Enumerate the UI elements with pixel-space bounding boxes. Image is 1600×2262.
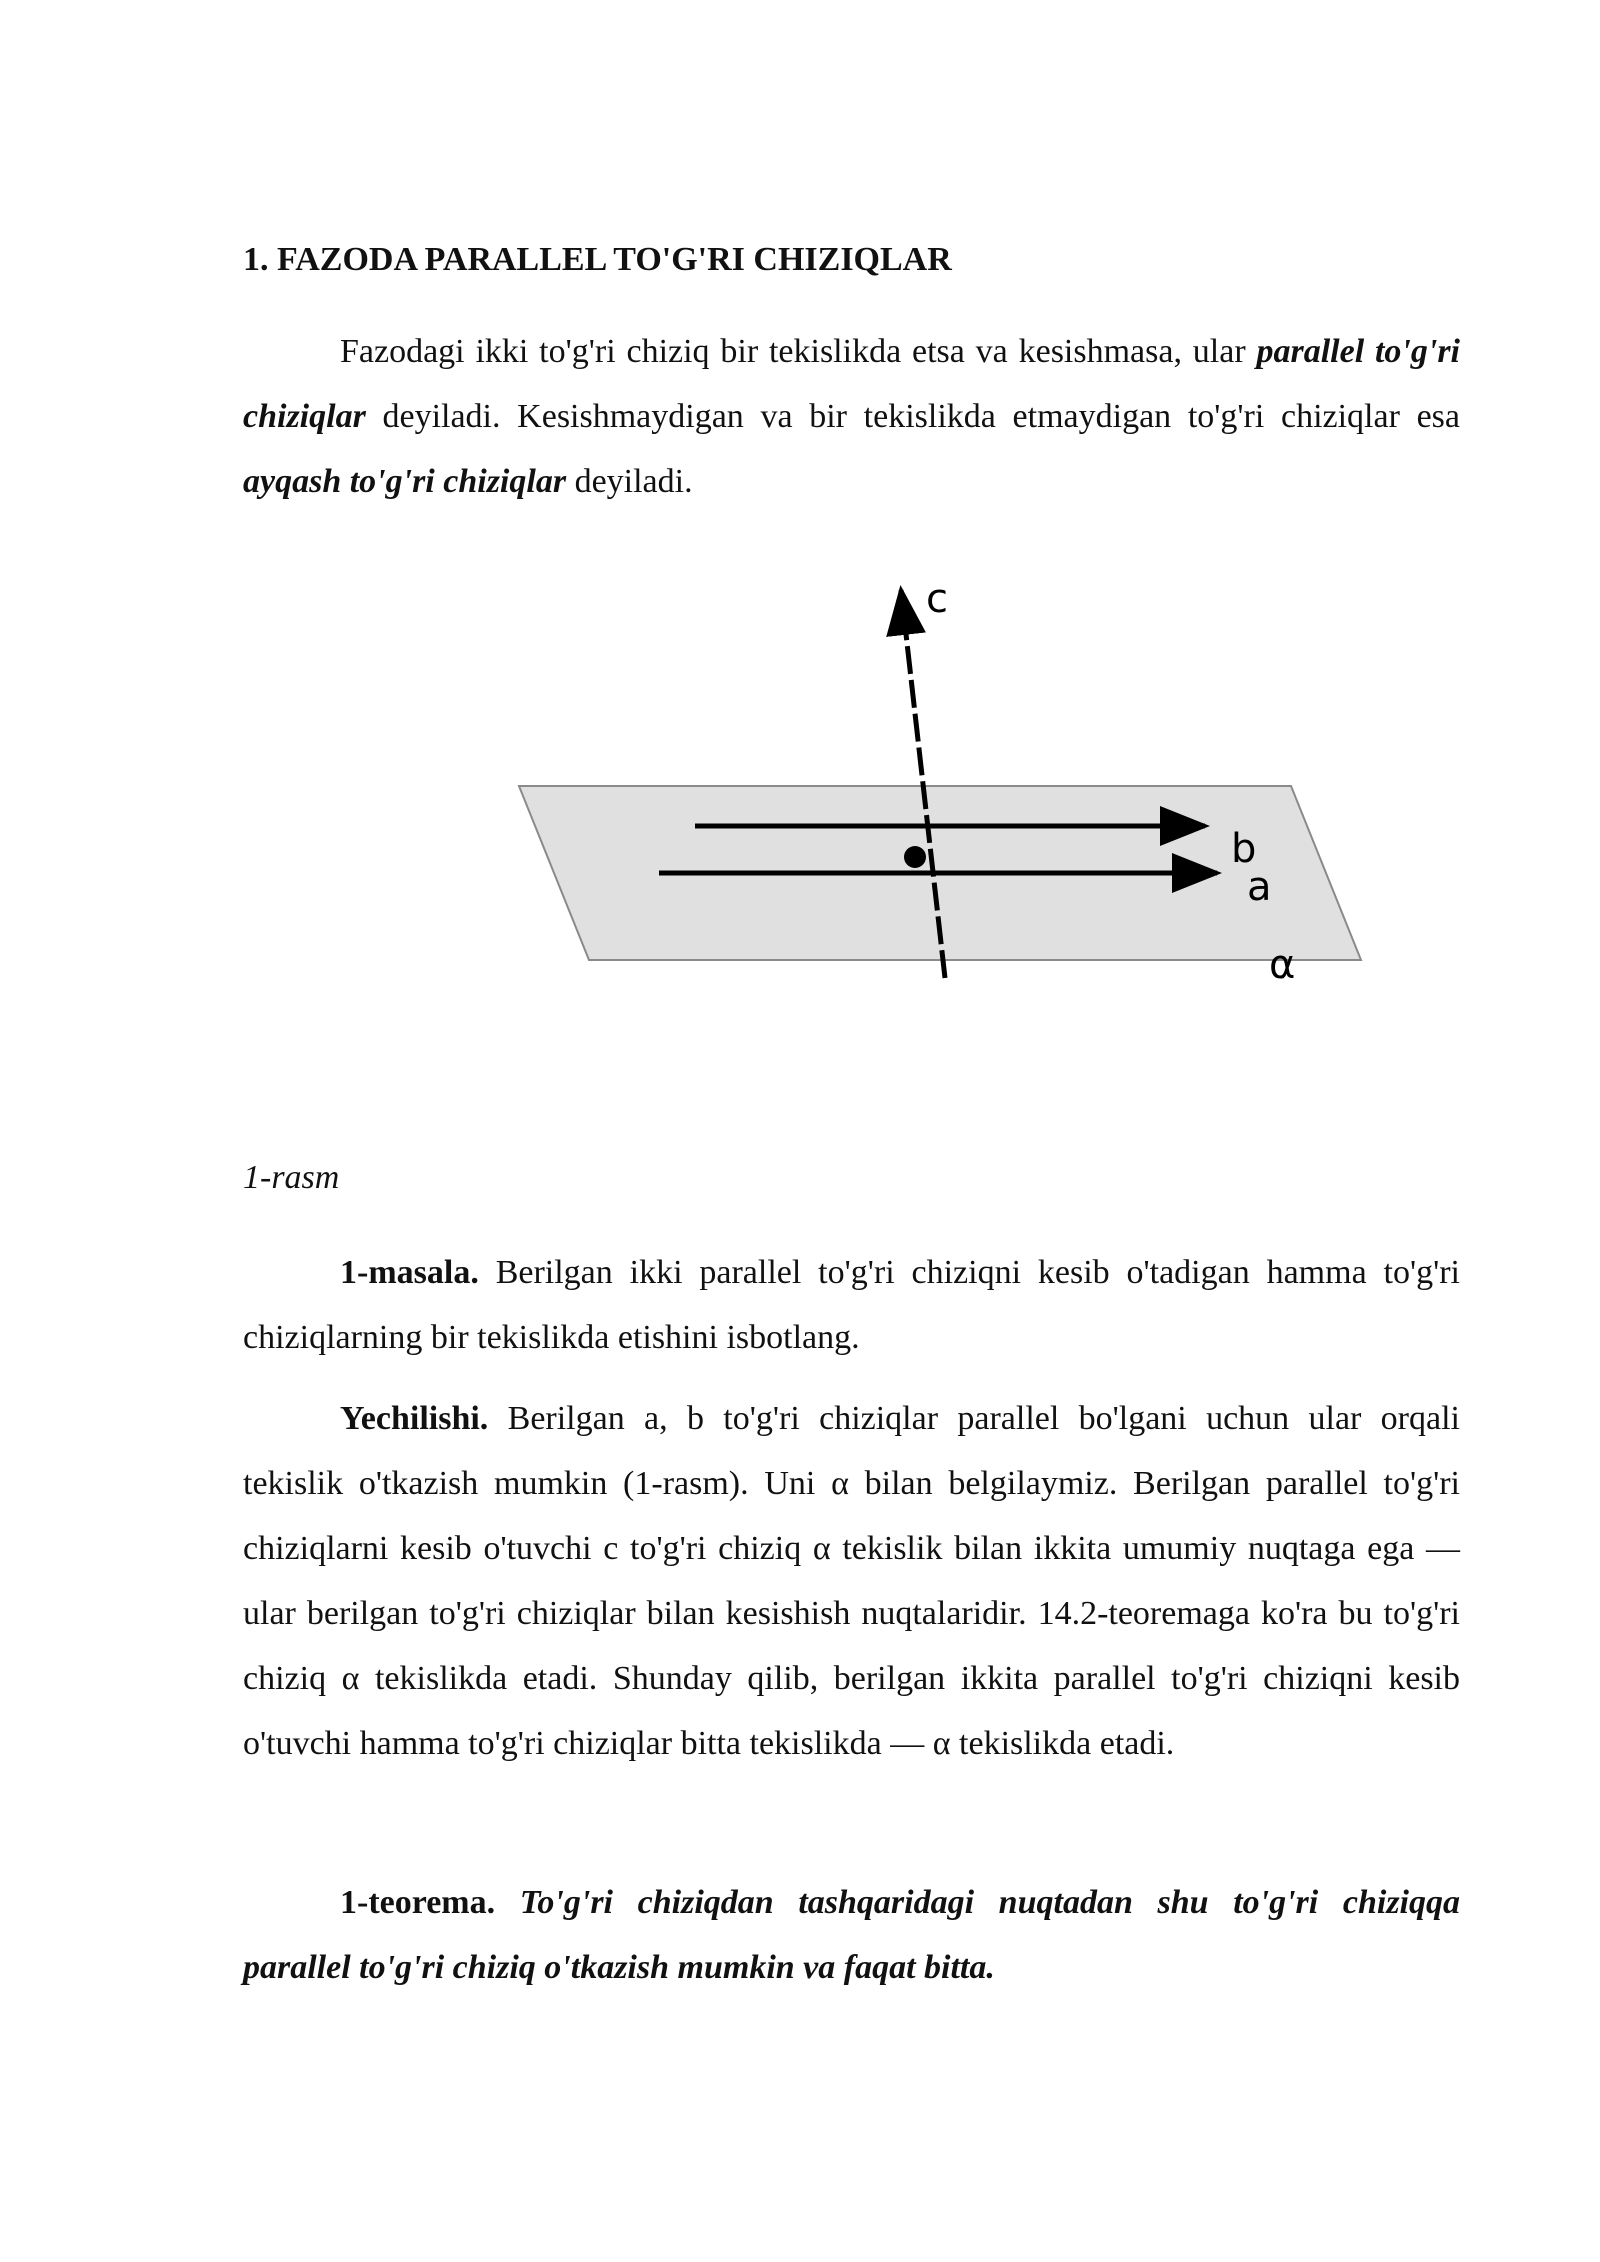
figure-caption: 1-rasm	[243, 1159, 340, 1196]
definition-text-3: deyiladi.	[566, 463, 693, 500]
intersection-point	[904, 846, 926, 868]
definition-text-1: Fazodagi ikki to'g'ri chiziq bir tekislikda etsa va kesishmasa, ular	[340, 333, 1257, 370]
theorem-text: To'g'ri chiziqdan tashqaridagi nuqtadan shu to'g'ri chiziqqa parallel to'g'ri chiziq o'tkazish mumkin va faqat bitta.	[243, 1884, 1460, 1986]
theorem-label: 1-teorema.	[340, 1884, 496, 1921]
definition-text-2: deyiladi. Kesishmaydigan va bir tekislikda etmaydigan to'g'ri chiziqlar esa	[365, 398, 1460, 435]
problem-label: 1-masala.	[340, 1254, 479, 1291]
solution-label: Yechilishi.	[340, 1400, 489, 1437]
theorem-paragraph	[243, 1870, 1460, 2000]
definition-paragraph	[243, 319, 1460, 514]
solution-paragraph	[243, 1386, 1460, 1776]
figure-plane-lines	[515, 560, 1375, 1000]
label-a: a	[1247, 864, 1272, 910]
label-alpha: α	[1269, 942, 1296, 988]
problem-paragraph	[243, 1240, 1460, 1370]
figure-diagram	[515, 560, 1375, 1000]
term-parallel-lines: parallel to'g'ri chiziqlar	[243, 333, 1460, 435]
solution-text: Berilgan a, b to'g'ri chiziqlar parallel bo'lgani uchun ular orqali tekislik o'tkazish mumkin (1-rasm). Uni α bilan belgilaymiz. Berilgan parallel to'g'ri chiziqlarni kesib o'tuvchi c to'g'ri chiziq α tekislik bilan ikkita umumiy nuqtaga ega — ular berilgan to'g'ri chiziqlar bilan kesishish nuqtalaridir. 14.2-teoremaga ko'ra bu to'g'ri chiziq α tekislikda etadi. Shunday qilib, berilgan ikkita parallel to'g'ri chiziqni kesib o'tuvchi hamma to'g'ri chiziqlar bitta tekislikda — α tekislikda etadi.	[243, 1400, 1460, 1762]
term-skew-lines: ayqash to'g'ri chiziqlar	[243, 463, 567, 500]
problem-text: Berilgan ikki parallel to'g'ri chiziqni kesib o'tadigan hamma to'g'ri chiziqlarning bir tekislikda etishini isbotlang.	[243, 1254, 1460, 1356]
label-c: c	[926, 576, 948, 622]
label-b: b	[1231, 826, 1257, 872]
section-heading: 1. FAZODA PARALLEL TO'G'RI CHIZIQLAR	[243, 241, 952, 278]
